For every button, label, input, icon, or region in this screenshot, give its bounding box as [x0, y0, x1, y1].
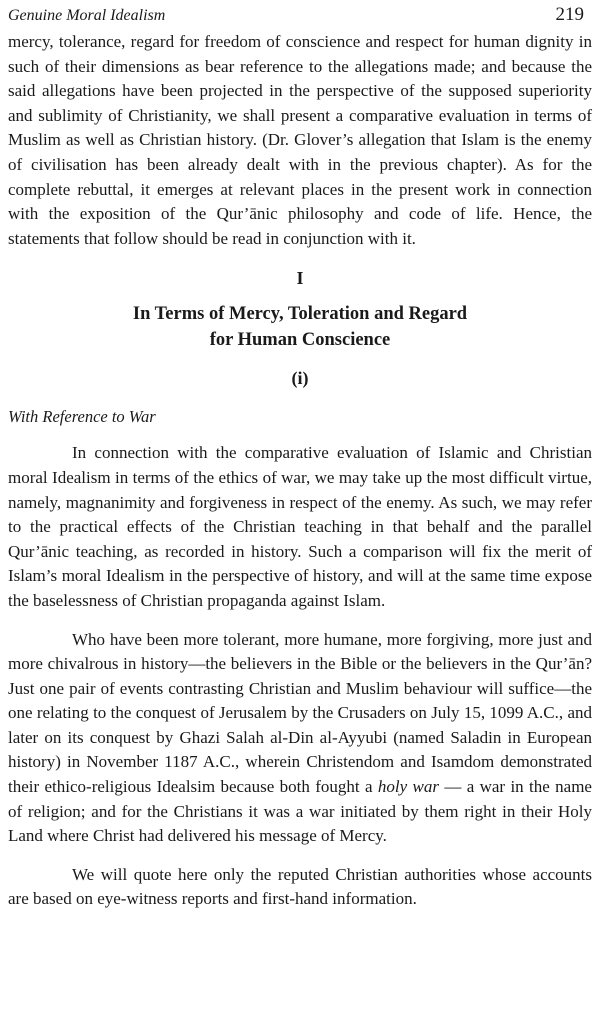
paragraph-crusades-text-1: Who have been more tolerant, more humane, more forgiving, more just and more chivalrous in history—the believers in the Bible or the believers in the Qur’ān? Just one pair of events contrasting Christian and Muslim behaviour will suffice—the one relating to the conquest of Jerusalem by the Crusaders on July 15, 1099 A.C., and later on its conquest by Ghazi Salah al-Din al-Ayyubi (named Saladin in European history) in November 1187 A.C., wherein Christendom and Isamdom demonstrated their ethico-religious Idealsim because both fought a	[8, 629, 592, 797]
page-body	[8, 30, 592, 912]
subsection-heading: With Reference to War	[8, 407, 156, 427]
section-numeral: I	[296, 268, 304, 289]
holy-war-emphasis: holy war	[377, 777, 439, 797]
paragraph-crusades-text-2: — a war in the name of religion; and for the Christians it was a war initiated by them right in their Holy Land where Christ had delivered his message of Mercy.	[8, 777, 592, 846]
paragraph-continuation: mercy, tolerance, regard for freedom of conscience and respect for human dignity in such of their dimensions as bear reference to the allegations made; and because the said allegations have been projected in the perspective of the supposed superiority and sublimity of Christianity, we shall present a comparative evaluation in terms of Muslim as well as Christian history. (Dr. Glover’s allegation that Islam is the enemy of civilisation has been already dealt with in the previous chapter). As for the complete rebuttal, it emerges at relevant places in the present work in connection with the exposition of the Qur’ānic philosophy and code of life. Hence, the statements that follow should be read in conjunction with it.	[8, 32, 592, 248]
paragraph-authorities: We will quote here only the reputed Christian authorities whose accounts are based on eye-witness reports and first-hand information.	[8, 864, 592, 909]
paragraph-crusades	[8, 628, 592, 849]
running-header	[8, 4, 592, 28]
section-heading-line-1: In Terms of Mercy, Toleration and Regard	[132, 304, 468, 325]
page-number: 219	[555, 4, 584, 25]
section-heading-line-2: for Human Conscience	[209, 330, 391, 351]
section-heading	[8, 301, 592, 353]
running-title: Genuine Moral Idealism	[8, 7, 166, 24]
paragraph-war-ethics: In connection with the comparative evaluation of Islamic and Christian moral Idealism in terms of the ethics of war, we may take up the most difficult virtue, namely, magnanimity and forgiveness in respect of the enemy. As such, we may refer to the practical effects of the Christian teaching in that behalf and the parallel Qur’ānic teaching, as recorded in history. Such a comparison will fix the merit of Islam’s moral Idealism in the perspective of history, and will at the same time expose the baselessness of Christian propaganda against Islam.	[8, 443, 592, 610]
subsection-numeral: (i)	[291, 368, 309, 389]
